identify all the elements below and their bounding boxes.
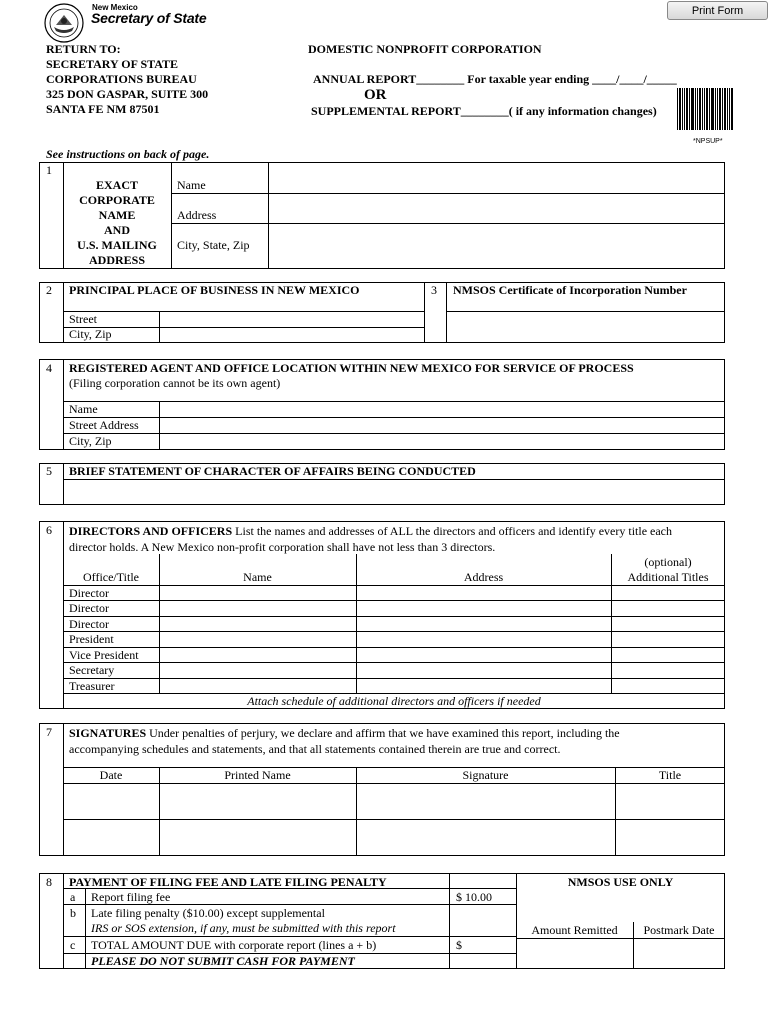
section-6-number: 6 [46, 523, 52, 537]
office-logo-text: Secretary of State [91, 10, 207, 26]
annual-report-line: ANNUAL REPORT________ For taxable year ending ____/____/_____ [313, 72, 677, 86]
section-2-number: 2 [46, 283, 52, 297]
attach-schedule-note: Attach schedule of additional directors and officers if needed [247, 694, 541, 708]
signature-row-2[interactable] [64, 820, 724, 855]
officer-row-director-1: Director [69, 586, 109, 600]
section-8-title: PAYMENT OF FILING FEE AND LATE FILING PENALTY [69, 875, 387, 889]
agent-street-label: Street Address [69, 418, 139, 432]
or-label: OR [364, 87, 387, 103]
agent-name-field[interactable] [160, 402, 724, 417]
section-5-title: BRIEF STATEMENT OF CHARACTER OF AFFAIRS BEING CONDUCTED [69, 464, 476, 478]
section-1-label: EXACT CORPORATE NAME AND U.S. MAILING ADDRESS [77, 178, 157, 267]
return-to-line3: CORPORATIONS BUREAU [46, 72, 197, 86]
line-a-letter: a [70, 890, 76, 904]
certificate-number-field[interactable] [447, 312, 724, 342]
sig-col-printed-name: Printed Name [224, 768, 291, 782]
business-street-label: Street [69, 312, 97, 326]
col-address: Address [463, 570, 504, 584]
supplemental-report-line: SUPPLEMENTAL REPORT________( if any information changes) [311, 104, 657, 118]
state-seal-icon [44, 3, 84, 43]
corp-name-field[interactable] [269, 163, 724, 193]
return-to-line1: RETURN TO: [46, 42, 121, 56]
business-street-field[interactable] [160, 312, 423, 327]
line-b-note: IRS or SOS extension, if any, must be submitted with this report [91, 921, 396, 935]
officer-row-director-2: Director [69, 601, 109, 615]
section-4-note: (Filing corporation cannot be its own agent) [69, 376, 281, 390]
agent-street-field[interactable] [160, 418, 724, 433]
officers-table-fields[interactable] [160, 586, 724, 692]
agent-city-label: City, Zip [69, 434, 112, 448]
section-4-number: 4 [46, 361, 52, 375]
section-8-number: 8 [46, 875, 52, 889]
form-title: DOMESTIC NONPROFIT CORPORATION [308, 42, 542, 56]
no-cash-warning: PLEASE DO NOT SUBMIT CASH FOR PAYMENT [91, 954, 355, 968]
corp-city-field[interactable] [269, 224, 724, 268]
section-5-number: 5 [46, 464, 52, 478]
line-a-amount: $ 10.00 [456, 890, 492, 904]
line-c-amount: $ [456, 938, 462, 952]
officer-row-secretary: Secretary [69, 663, 115, 677]
line-c-text: TOTAL AMOUNT DUE with corporate report (lines a + b) [91, 938, 377, 952]
line-c-letter: c [70, 938, 76, 952]
officer-row-treasurer: Treasurer [69, 679, 115, 693]
section-4-title: REGISTERED AGENT AND OFFICE LOCATION WITHIN NEW MEXICO FOR SERVICE OF PROCESS [69, 361, 634, 375]
return-to-line2: SECRETARY OF STATE [46, 57, 179, 71]
corp-city-label: City, State, Zip [177, 238, 250, 252]
line-b-text: Late filing penalty ($10.00) except supplemental [91, 906, 325, 920]
state-name: New Mexico [92, 3, 138, 12]
col-optional: (optional) [644, 555, 692, 569]
officer-row-director-3: Director [69, 617, 109, 631]
return-to-line5: SANTA FE NM 87501 [46, 102, 160, 116]
line-a-text: Report filing fee [91, 890, 171, 904]
corp-address-field[interactable] [269, 194, 724, 223]
barcode-text: *NPSUP* [693, 138, 723, 145]
col-office-title: Office/Title [83, 570, 139, 584]
line-b-letter: b [70, 906, 76, 920]
late-penalty-field[interactable] [450, 905, 515, 936]
total-amount-field[interactable] [450, 937, 515, 968]
instructions-note: See instructions on back of page. [46, 147, 210, 161]
col-additional-titles: Additional Titles [627, 570, 709, 584]
barcode-icon [677, 88, 733, 138]
section-7-text: SIGNATURES Under penalties of perjury, we declare and affirm that we have examined this report, including the accompanying schedules and statements, and that all statements contained therein are true and correct. [69, 726, 620, 756]
nmsos-use-only: NMSOS USE ONLY [567, 875, 674, 889]
officer-row-president: President [69, 632, 114, 646]
corp-name-label: Name [177, 178, 206, 192]
sig-col-date: Date [99, 768, 123, 782]
section-3-number: 3 [431, 283, 437, 297]
officer-row-vice-president: Vice President [69, 648, 139, 662]
section-1-number: 1 [46, 163, 52, 177]
print-form-button[interactable]: Print Form [667, 1, 768, 20]
section-2-title: PRINCIPAL PLACE OF BUSINESS IN NEW MEXICO [69, 283, 360, 297]
business-city-label: City, Zip [69, 327, 112, 341]
agent-name-label: Name [69, 402, 98, 416]
business-city-field[interactable] [160, 328, 423, 342]
return-to-line4: 325 DON GASPAR, SUITE 300 [46, 87, 209, 101]
section-7-number: 7 [46, 725, 52, 739]
section-6-text: DIRECTORS AND OFFICERS List the names and addresses of ALL the directors and officers and identify every title each director holds. A New Mexico non-profit corporation shall have not less than 3 directors. [69, 524, 673, 554]
col-name: Name [243, 570, 272, 584]
section-3-title: NMSOS Certificate of Incorporation Number [453, 283, 687, 297]
corp-address-label: Address [177, 208, 217, 222]
affairs-statement-field[interactable] [64, 480, 724, 504]
signature-row-1[interactable] [64, 784, 724, 819]
amount-remitted-label: Amount Remitted [531, 923, 618, 937]
sig-col-title: Title [658, 768, 682, 782]
agent-city-field[interactable] [160, 434, 724, 449]
sig-col-signature: Signature [462, 768, 509, 782]
postmark-date-label: Postmark Date [643, 923, 715, 937]
